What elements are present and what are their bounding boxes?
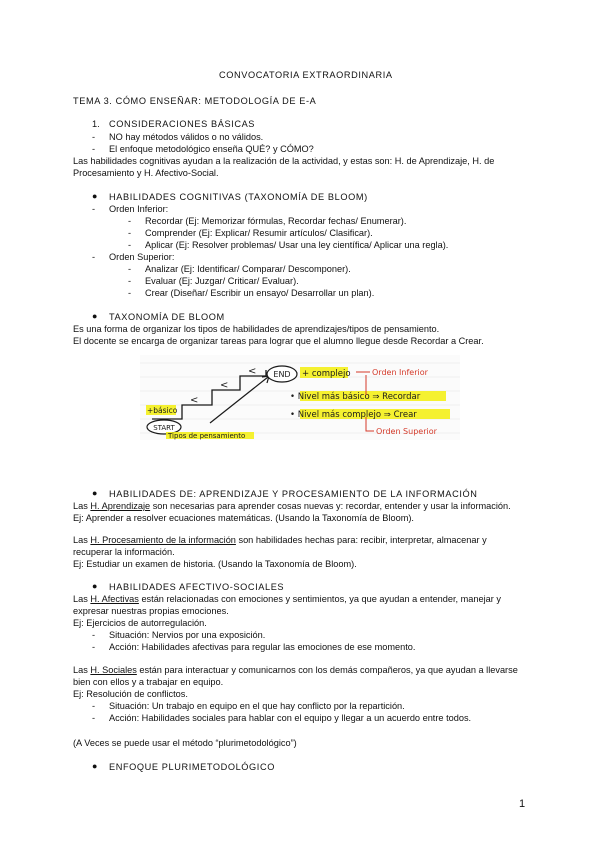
list-item: Acción: Habilidades sociales para hablar con el equipo y llegar a un acuerdo entre todos. [109,713,472,723]
dash: - [128,264,132,274]
underlined-term: H. Afectivas [90,594,139,604]
start-label: START [153,424,175,432]
dash: - [92,252,96,262]
underlined-term: H. Aprendizaje [90,501,151,511]
bullet-icon: ● [92,191,98,201]
paragraph [73,664,528,688]
dash: - [92,132,96,142]
nivel-basico-label: • Nivel más básico ⇒ Recordar [290,392,421,402]
dash: - [128,216,132,226]
list-item: Situación: Nervios por una exposición. [109,630,266,640]
dash: - [92,701,96,711]
bullet-icon: ● [92,761,98,771]
topic-heading: TEMA 3. CÓMO ENSEÑAR: METODOLOGÍA DE E-A [73,96,317,106]
section-4-heading: HABILIDADES DE: APRENDIZAJE Y PROCESAMIENTO DE LA INFORMACIÓN [109,489,478,499]
section-6-heading: ENFOQUE PLURIMETODOLÓGICO [109,762,275,772]
example-line: Ej: Ejercicios de autorregulación. [73,618,207,628]
end-label: END [273,370,291,379]
section-1-heading: CONSIDERACIONES BÁSICAS [109,119,256,129]
example-line: Ej: Aprender a resolver ecuaciones matemáticas. (Usando la Taxonomía de Bloom). [73,513,414,523]
list-item: Acción: Habilidades afectivas para regular las emociones de ese momento. [109,642,416,652]
step-arrow-icon: < [220,380,229,391]
section-2-heading: HABILIDADES COGNITIVAS (TAXONOMÍA DE BLOOM) [109,192,368,202]
paragraph: Es una forma de organizar los tipos de habilidades de aprendizajes/tipos de pensamiento. [73,324,440,334]
complejo-label: + complejo [302,369,351,379]
doc-title: CONVOCATORIA EXTRAORDINARIA [219,70,393,80]
note-line: (A Veces se puede usar el método “plurimetodológico”) [73,738,297,748]
nivel-complejo-label: • Nivel más complejo ⇒ Crear [290,410,417,420]
sub-heading: Orden Superior: [109,252,175,262]
dash: - [128,288,132,298]
list-item: Situación: Un trabajo en equipo en el que hay conflicto por la repartición. [109,701,405,711]
dash: - [92,204,96,214]
text-span: Las [73,501,91,511]
example-line: Ej: Estudiar un examen de historia. (Usando la Taxonomía de Bloom). [73,559,357,569]
dash: - [92,144,96,154]
dash: - [92,630,96,640]
list-item: Recordar (Ej: Memorizar fórmulas, Recordar fechas/ Enumerar). [145,216,407,226]
sub-heading: Orden Inferior: [109,204,169,214]
text-span: Las [73,594,91,604]
tipos-label: Tipos de pensamiento [168,432,246,440]
bloom-sketch [140,355,460,440]
text-span: son habilidades hechas para: recibir, interpretar, almacenar y recuperar la información. [73,535,487,557]
bullet-icon: ● [92,581,98,591]
dash: - [128,240,132,250]
list-item: Crear (Diseñar/ Escribir un ensayo/ Desarrollar un plan). [145,288,375,298]
orden-superior-label: Orden Superior [376,427,437,436]
paragraph [73,500,511,512]
text-span: están para interactuar y comunicarnos con los demás compañeros, ya que ayudan a llevarse bien con ellos y a trabajar en equipo. [73,665,518,687]
underlined-term: H. Procesamiento de la información [90,535,236,545]
step-arrow-icon: < [190,395,199,406]
example-line: Ej: Resolución de conflictos. [73,689,188,699]
paragraph [73,534,528,558]
text-span: están relacionadas con emociones y sentimientos, ya que ayudan a entender, manejar y expresar nuestras propias emociones. [73,594,501,616]
text-span: son necesarias para aprender cosas nuevas y: recordar, entender y usar la información. [150,501,511,511]
section-3-heading: TAXONOMÍA DE BLOOM [109,312,225,322]
paragraph: El docente se encarga de organizar tareas para lograr que el alumno llegue desde Recordar a Crear. [73,336,484,346]
list-item: Aplicar (Ej: Resolver problemas/ Usar una ley científica/ Aplicar una regla). [145,240,449,250]
dash: - [128,276,132,286]
dash: - [92,642,96,652]
basico-label: +básico [147,406,178,415]
bullet-icon: ● [92,488,98,498]
list-item: Analizar (Ej: Identificar/ Comparar/ Descomponer). [145,264,351,274]
bullet-icon: ● [92,311,98,321]
dash: - [128,228,132,238]
paragraph [73,593,528,617]
orden-inferior-label: Orden Inferior [372,368,428,377]
underlined-term: H. Sociales [90,665,137,675]
list-item: Evaluar (Ej: Juzgar/ Criticar/ Evaluar). [145,276,299,286]
text-span: Las [73,665,91,675]
dash: - [92,713,96,723]
text-span: Las [73,535,91,545]
paragraph: Las habilidades cognitivas ayudan a la realización de la actividad, y estas son: H. de Aprendizaje, H. de Procesamiento y H. Afectivo-Social. [73,156,495,178]
section-5-heading: HABILIDADES AFECTIVO-SOCIALES [109,582,285,592]
list-item: Comprender (Ej: Explicar/ Resumir artículos/ Clasificar). [145,228,373,238]
list-item: El enfoque metodológico enseña QUÉ? y CÓMO? [109,144,314,154]
page-number: 1 [519,798,526,810]
list-item: NO hay métodos válidos o no válidos. [109,132,264,142]
section-1-number: 1. [92,119,100,129]
step-arrow-icon: < [248,366,257,377]
